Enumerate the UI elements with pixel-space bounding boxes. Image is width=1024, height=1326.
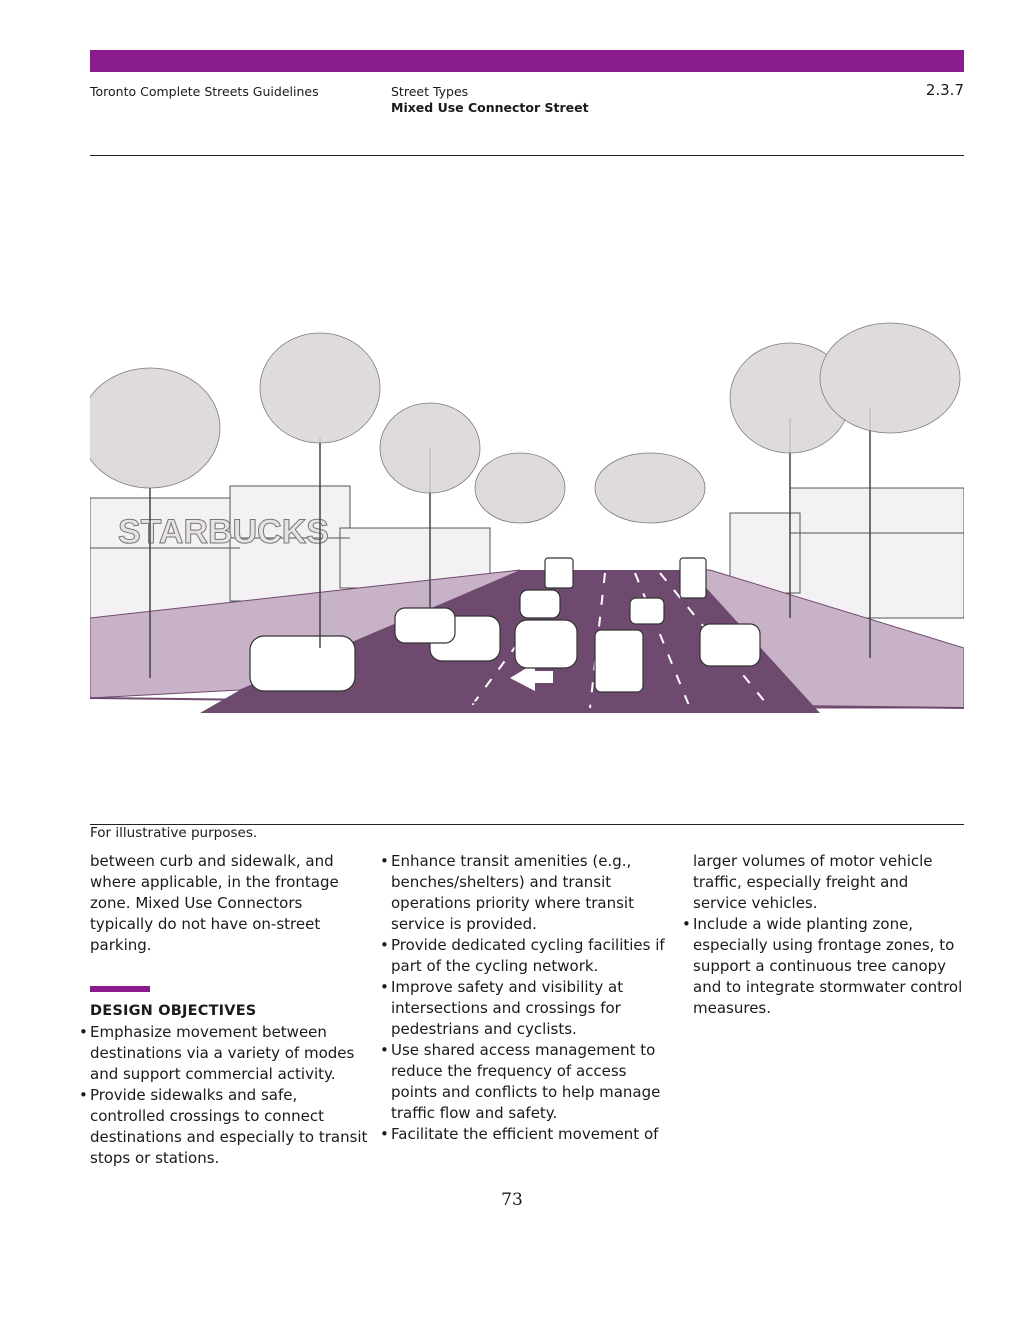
- list-item: • Use shared access management to reduce the frequency of access points and conflicts to help manage traffic flow and safety.: [391, 1040, 666, 1124]
- street-illustration: [90, 318, 964, 718]
- list-item: • Facilitate the efficient movement of: [391, 1124, 666, 1145]
- objectives-list: [391, 851, 666, 1145]
- section-number: 2.3.7: [925, 81, 964, 99]
- section-heading: [391, 84, 589, 116]
- list-item: • Provide sidewalks and safe, controlled crossings to connect destinations and especially to transit stops or stations.: [90, 1085, 370, 1169]
- header-accent-bar: [90, 50, 964, 72]
- figure-caption: For illustrative purposes.: [90, 825, 258, 841]
- paragraph: between curb and sidewalk, and where applicable, in the frontage zone. Mixed Use Connectors typically do not have on-street parking.: [90, 852, 339, 954]
- objectives-list: [90, 1022, 370, 1169]
- storefront-sign: STARBUCKS: [118, 513, 329, 551]
- design-objectives-heading: DESIGN OBJECTIVES: [90, 1003, 257, 1019]
- list-item: • Include a wide planting zone, especially using frontage zones, to support a continuous tree canopy and to integrate stormwater control measures.: [693, 914, 963, 1019]
- page-number: 73: [501, 1190, 523, 1210]
- list-item: • Improve safety and visibility at intersections and crossings for pedestrians and cyclists.: [391, 977, 666, 1040]
- objectives-list: [693, 914, 963, 1019]
- header-rule: [90, 155, 964, 156]
- list-item: • Provide dedicated cycling facilities if part of the cycling network.: [391, 935, 666, 977]
- text-column-2: [391, 851, 666, 1145]
- list-item: • Emphasize movement between destinations via a variety of modes and support commercial activity.: [90, 1022, 370, 1085]
- section-accent-bar: [90, 986, 150, 992]
- section-title: Mixed Use Connector Street: [391, 100, 589, 115]
- paragraph-continuation: larger volumes of motor vehicle traffic, especially freight and service vehicles.: [693, 852, 933, 912]
- list-item: • Enhance transit amenities (e.g., benches/shelters) and transit operations priority where transit service is provided.: [391, 851, 666, 935]
- text-column-1: [90, 851, 370, 1169]
- document-title: Toronto Complete Streets Guidelines: [90, 84, 319, 99]
- text-column-3: [693, 851, 963, 1019]
- section-label: Street Types: [391, 84, 469, 99]
